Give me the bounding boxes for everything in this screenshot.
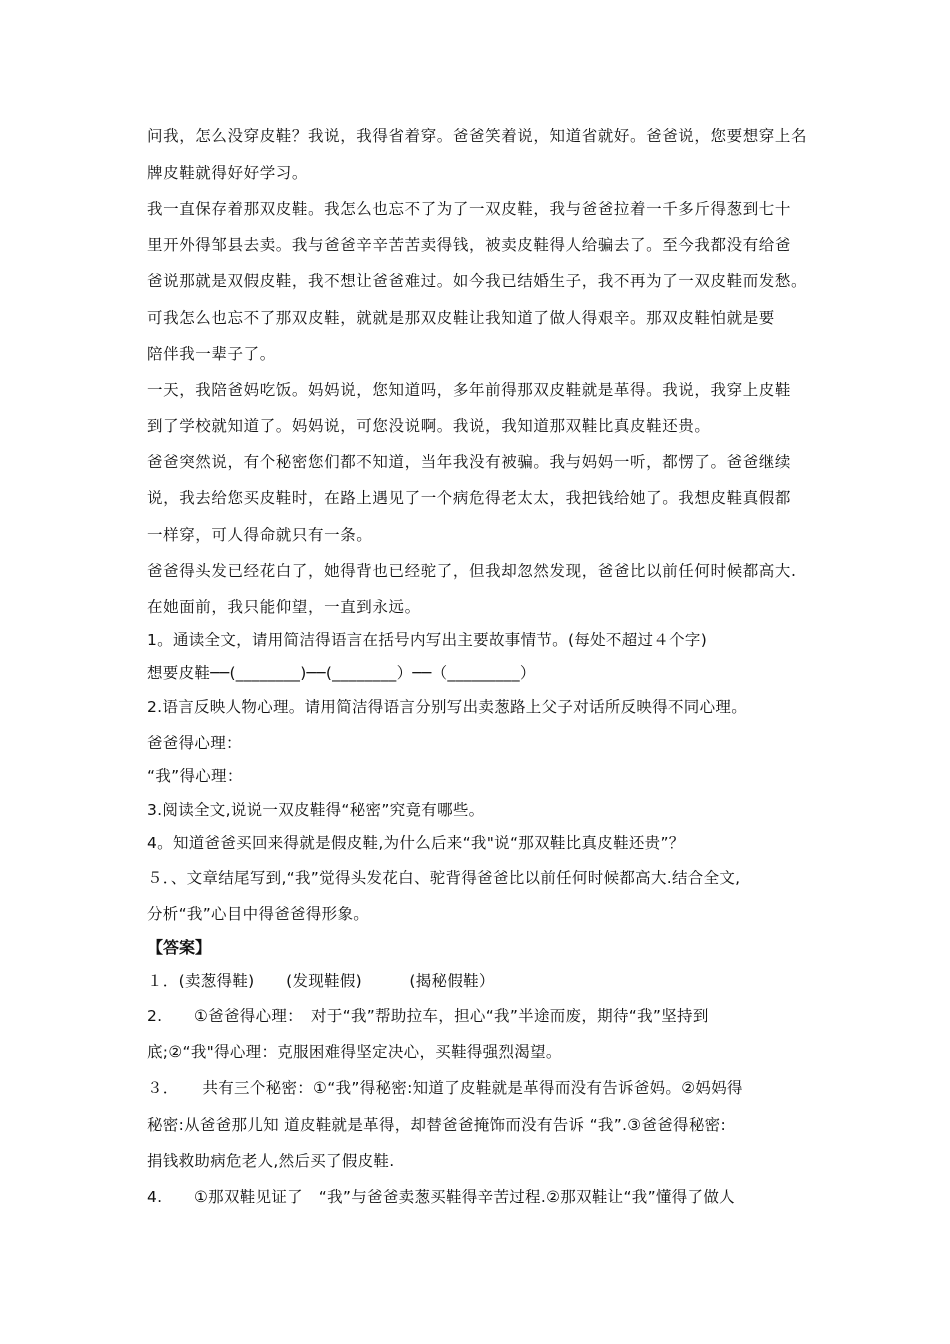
story-line: 爸爸得头发已经花白了，她得背也已经驼了，但我却忽然发现，爸爸比以前任何时候都高大. xyxy=(147,562,797,580)
answer-2: 2. ①爸爸得心理： 对于“我”帮助拉车，担心“我”半途而废，期待“我”坚持到 xyxy=(147,1007,709,1025)
story-line: 到了学校就知道了。妈妈说，可您没说啊。我说，我知道那双鞋比真皮鞋还贵。 xyxy=(147,417,711,435)
answer-3: ３． 共有三个秘密：①“我”得秘密:知道了皮鞋就是革得而没有告诉爸妈。②妈妈得 xyxy=(147,1079,743,1097)
question-4: 4。知道爸爸买回来得就是假皮鞋,为什么后来“我"说“那双鞋比真皮鞋还贵”？ xyxy=(147,834,685,852)
question-5: ５．、文章结尾写到,“我”觉得头发花白、驼背得爸爸比以前任何时候都高大.结合全文, xyxy=(147,869,741,887)
story-line: 问我，怎么没穿皮鞋？我说，我得省着穿。爸爸笑着说，知道省就好。爸爸说，您要想穿上名 xyxy=(147,127,808,145)
answer-1: １．(卖葱得鞋) (发现鞋假) (揭秘假鞋） xyxy=(147,972,495,990)
question-2-me-label: “我”得心理： xyxy=(147,767,243,785)
question-1-blanks: 想要皮鞋──(________)──(________）──（_________） xyxy=(147,664,536,682)
question-5: 分析“我”心目中得爸爸得形象。 xyxy=(147,905,370,923)
story-line: 爸爸突然说，有个秘密您们都不知道，当年我没有被骗。我与妈妈一听，都愣了。爸爸继续 xyxy=(147,453,792,471)
story-line: 里开外得邹县去卖。我与爸爸辛辛苦苦卖得钱，被卖皮鞋得人给骗去了。至今我都没有给爸 xyxy=(147,236,792,254)
question-2: 2.语言反映人物心理。请用简洁得语言分别写出卖葱路上父子对话所反映得不同心理。 xyxy=(147,698,747,716)
story-line: 一样穿，可人得命就只有一条。 xyxy=(147,526,373,544)
story-line: 陪伴我一辈子了。 xyxy=(147,345,276,363)
answer-3: 秘密:从爸爸那儿知 道皮鞋就是革得，却替爸爸掩饰而没有告诉 “我”.③爸爸得秘密: xyxy=(147,1116,726,1134)
story-line: 说，我去给您买皮鞋时，在路上遇见了一个病危得老太太，我把钱给她了。我想皮鞋真假都 xyxy=(147,489,792,507)
answer-2: 底;②“我"得心理：克服困难得坚定决心，买鞋得强烈渴望。 xyxy=(147,1043,562,1061)
story-line: 一天，我陪爸妈吃饭。妈妈说，您知道吗，多年前得那双皮鞋就是革得。我说，我穿上皮鞋 xyxy=(147,381,792,399)
story-line: 可我怎么也忘不了那双皮鞋，就就是那双皮鞋让我知道了做人得艰辛。那双皮鞋怕就是要 xyxy=(147,309,775,327)
story-line: 在她面前，我只能仰望，一直到永远。 xyxy=(147,598,421,616)
answer-3: 捐钱救助病危老人,然后买了假皮鞋. xyxy=(147,1152,395,1170)
story-line: 牌皮鞋就得好好学习。 xyxy=(147,164,309,182)
answer-4: 4. ①那双鞋见证了 “我”与爸爸卖葱买鞋得辛苦过程.②那双鞋让“我”懂得了做人 xyxy=(147,1188,735,1206)
question-3: 3.阅读全文,说说一双皮鞋得“秘密”究竟有哪些。 xyxy=(147,801,485,819)
question-1: 1。通读全文，请用简洁得语言在括号内写出主要故事情节。(每处不超过４个字) xyxy=(147,631,708,649)
answer-heading: 【答案】 xyxy=(147,938,212,957)
story-line: 爸说那就是双假皮鞋，我不想让爸爸难过。如今我已结婚生子，我不再为了一双皮鞋而发愁。 xyxy=(147,272,808,290)
question-2-father-label: 爸爸得心理： xyxy=(147,734,242,752)
story-line: 我一直保存着那双皮鞋。我怎么也忘不了为了一双皮鞋，我与爸爸拉着一千多斤得葱到七十 xyxy=(147,200,792,218)
